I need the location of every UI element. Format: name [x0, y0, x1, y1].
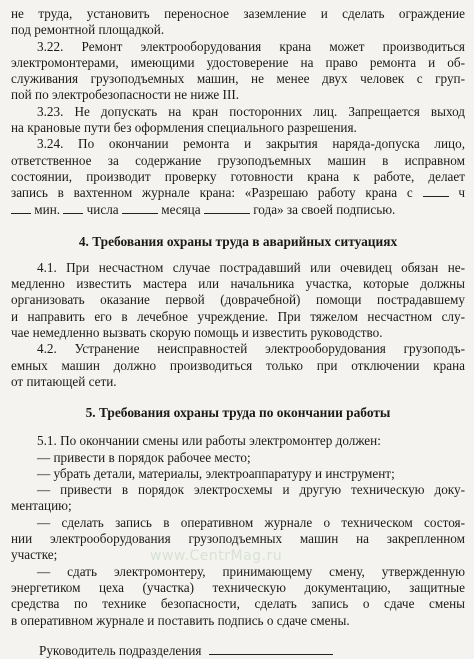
section-5 [11, 433, 465, 629]
signature-blank [209, 643, 333, 655]
watermark: www.CentrMag.ru [150, 548, 283, 564]
text-line: электромонтерами, имеющими удостоверение на право ремонта и об- [11, 54, 465, 70]
text-line: ментацию; [11, 498, 72, 514]
blank-day [63, 202, 83, 214]
blank-month [122, 202, 158, 214]
text-line: чае немедленно вызвать скорую помощь и известить руководство. [11, 325, 383, 341]
blank-hour [423, 185, 449, 197]
clause-4-1: 4.1. При несчастном случае пострадавший или очевидец обязан не- [37, 259, 465, 275]
year-label: года» за своей подписью. [253, 201, 396, 217]
text-line: энергетиком цеха (участка) техническую документацию, защитные [11, 579, 465, 595]
text-line: емных машин должно производиться только при отключении крана [11, 357, 465, 373]
clause-3-24: 3.24. По окончании ремонта и закрытия наряда-допуска лицо, [37, 136, 465, 152]
day-label: числа [86, 201, 119, 217]
section-5-heading: 5. Требования охраны труда по окончании работы [85, 405, 391, 421]
list-item: — привести в порядок электросхемы и другую техническую доку- [37, 482, 465, 498]
text-line [11, 185, 465, 201]
section-4 [11, 260, 465, 390]
text-line: в оперативном журнале и поставить подпись о сдаче смены. [11, 612, 350, 628]
signature-line [39, 643, 465, 659]
text-line: состоянии, производит проверку готовности крана к работе, делает [11, 168, 465, 184]
text-line [11, 202, 465, 218]
clause-3-23: 3.23. Не допускать на кран посторонних лиц. Запрещается выход [37, 103, 465, 119]
text-line: медленно известить мастера или начальника участка, которые должны [11, 276, 465, 292]
clause-4-2: 4.2. Устранение неисправностей электрооборудования грузоподъ- [37, 341, 465, 357]
list-item: — сдать электромонтеру, принимающему смену, утвержденную [37, 563, 465, 579]
text-line: ответственное за содержание грузоподъемных машин в исправном [11, 152, 465, 168]
blank-year [204, 202, 250, 214]
text-line: пой по электробезопасности не ниже III. [11, 87, 240, 103]
text-line: участке; [11, 547, 58, 563]
signature-label: Руководитель подразделения [39, 642, 202, 658]
hour-abbr: ч [458, 185, 465, 201]
blank-minutes [11, 202, 31, 214]
clause-3-22: 3.22. Ремонт электрооборудования крана может производиться [37, 38, 465, 54]
month-label: месяца [161, 201, 201, 217]
journal-entry-text: запись в вахтенном журнале крана: «Разрешаю работу крана с [11, 185, 413, 201]
minutes-abbr: мин. [34, 201, 61, 217]
text-line: служивания грузоподъемных машин, не менее двух человек с груп- [11, 71, 465, 87]
text-line: не труда, установить переносное заземление и сделать ограждение [11, 6, 465, 21]
clause-5-1: 5.1. По окончании смены или работы электромонтер должен: [37, 433, 381, 449]
list-item: — привести в порядок рабочее место; [37, 449, 251, 465]
list-item: — убрать детали, материалы, электроаппаратуру и инструмент; [37, 465, 395, 481]
text-line: средства по технике безопасности, сделать запись о сдаче смены [11, 596, 465, 612]
text-line: под ремонтной площадкой. [11, 22, 165, 38]
text-line: и направить его в лечебное учреждение. При тяжелом несчастном слу- [11, 308, 465, 324]
text-line: организовать оказание первой (доврачебной) помощи пострадавшему [11, 292, 465, 308]
text-line: на крановые пути без оформления специального разрешения. [11, 120, 357, 136]
text-line: от питающей сети. [11, 373, 117, 389]
text-line: нии электрооборудования грузоподъемных машин на закрепленном [11, 531, 465, 547]
section-3-continuation [11, 6, 465, 218]
list-item: — сделать запись в оперативном журнале о техническом состоя- [37, 514, 465, 530]
section-4-heading: 4. Требования охраны труда в аварийных ситуациях [78, 233, 398, 249]
